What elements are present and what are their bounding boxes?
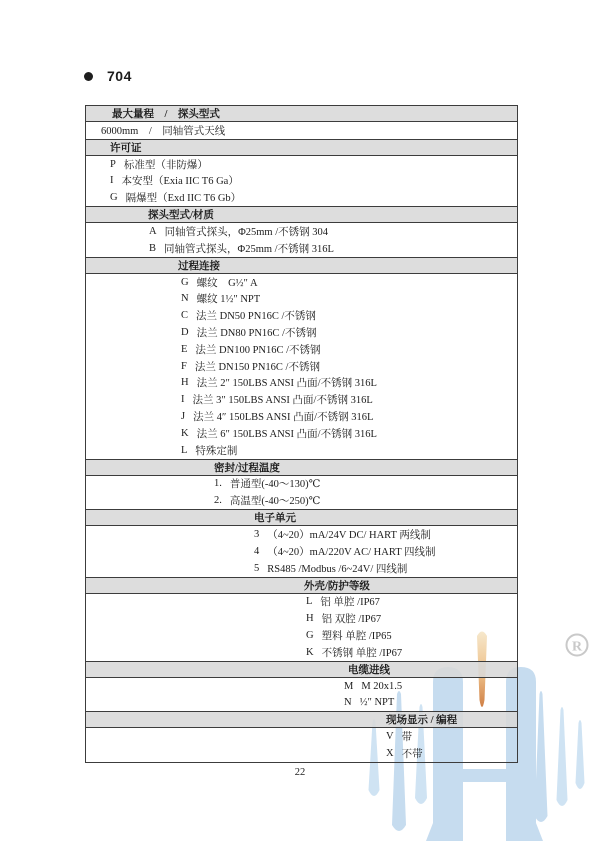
- row-text: 塑料 单腔 /IP65: [321, 631, 392, 643]
- row-code: X: [386, 748, 394, 759]
- table-row: [86, 122, 517, 139]
- table-section: [86, 257, 517, 459]
- table-row: [86, 391, 517, 408]
- row-code: I: [110, 175, 114, 187]
- section-header: 现场显示 / 编程: [86, 711, 517, 728]
- model-number: 704: [107, 68, 132, 84]
- table-row: [86, 425, 517, 442]
- row-text: 同轴管式探头，Φ25mm /不锈钢 316L: [164, 243, 334, 255]
- table-section: [86, 509, 517, 576]
- row-code: N: [181, 293, 189, 305]
- row-code: G: [306, 630, 314, 642]
- table-row: [86, 526, 517, 543]
- table-row: [86, 324, 517, 341]
- logo-bars-right: [535, 691, 585, 822]
- row-code: F: [181, 360, 187, 372]
- section-header: 过程连接: [86, 257, 517, 274]
- svg-text:R: R: [571, 639, 583, 655]
- table-row: [86, 307, 517, 324]
- row-code: K: [306, 646, 314, 658]
- table-row: [86, 189, 517, 206]
- table-row: [86, 560, 517, 577]
- row-code: J: [181, 411, 186, 423]
- row-text: 铝 单腔 /IP67: [320, 597, 380, 609]
- table-section: [86, 459, 517, 510]
- section-header: 外壳/防护等级: [86, 577, 517, 594]
- row-text: 法兰 4″ 150LBS ANSI 凸面/不锈钢 316L: [193, 412, 374, 424]
- row-text: 法兰 DN150 PN16C /不锈钢: [194, 361, 320, 373]
- table-row: [86, 492, 517, 509]
- row-text: 螺纹 G½″ A: [196, 277, 258, 289]
- table-row: [86, 156, 517, 173]
- row-code: B: [149, 242, 157, 254]
- row-text: 不带: [401, 749, 423, 760]
- model-heading: [84, 66, 132, 86]
- row-text: 法兰 6″ 150LBS ANSI 凸面/不锈钢 316L: [196, 428, 377, 440]
- row-text: M 20x1.5: [361, 680, 403, 692]
- registered-trademark-icon: [567, 635, 588, 656]
- table-row: [86, 745, 517, 762]
- table-row: [86, 476, 517, 493]
- table-row: [86, 240, 517, 257]
- row-text: ½″ NPT: [359, 697, 395, 709]
- row-text: 普通型(-40～130)℃: [229, 479, 321, 491]
- row-code: E: [181, 343, 188, 355]
- row-text: 铝 双腔 /IP67: [321, 614, 382, 626]
- row-code: N: [344, 697, 352, 709]
- row-code: L: [306, 596, 313, 608]
- row-code: 5: [254, 562, 260, 574]
- table-row: [86, 375, 517, 392]
- row-code: 2.: [214, 495, 222, 507]
- row-text: （4~20）mA/220V AC/ HART 四线制: [267, 546, 436, 558]
- row-text: 不锈钢 单腔 /IP67: [321, 647, 403, 659]
- table-row: [86, 594, 517, 611]
- table-row: [86, 408, 517, 425]
- table-row: [86, 728, 517, 745]
- table-section: [86, 139, 517, 206]
- table-row: [86, 610, 517, 627]
- row-code: V: [386, 731, 394, 743]
- table-row: [86, 341, 517, 358]
- row-text: （4~20）mA/24V DC/ HART 两线制: [267, 530, 431, 542]
- row-code: M: [344, 680, 354, 692]
- table-row: [86, 291, 517, 308]
- bullet-icon: [84, 72, 93, 81]
- row-code: G: [181, 276, 189, 288]
- row-text: 高温型(-40～250)℃: [229, 496, 321, 508]
- row-code: C: [181, 310, 189, 322]
- table-section: [86, 577, 517, 661]
- table-row: [86, 627, 517, 644]
- table-section: [86, 106, 517, 139]
- row-code: 1.: [214, 478, 222, 490]
- spec-table: [85, 105, 518, 763]
- row-text: 法兰 3″ 150LBS ANSI 凸面/不锈钢 316L: [192, 395, 373, 407]
- row-text: 带: [401, 732, 413, 744]
- section-header: 探头型式/材质: [86, 206, 517, 223]
- row-code: 4: [254, 545, 260, 557]
- row-code: D: [181, 327, 189, 339]
- table-row: [86, 358, 517, 375]
- row-code: K: [181, 427, 189, 439]
- section-header: 电子单元: [86, 509, 517, 526]
- section-header: 密封/过程温度: [86, 459, 517, 476]
- row-code: A: [149, 226, 157, 238]
- section-header: 电缆进线: [86, 661, 517, 678]
- row-code: H: [181, 377, 189, 389]
- table-row: [86, 543, 517, 560]
- table-row: [86, 644, 517, 661]
- table-section: [86, 711, 517, 762]
- row-text: 法兰 DN50 PN16C /不锈钢: [196, 311, 316, 323]
- row-code: 3: [254, 529, 260, 541]
- row-text: 特殊定制: [195, 445, 238, 457]
- table-row: [86, 695, 517, 712]
- row-text: 标准型（非防爆）: [123, 159, 208, 171]
- row-text: 6000mm / 同轴管式天线: [101, 125, 226, 137]
- table-section: [86, 206, 517, 257]
- row-code: I: [181, 394, 185, 406]
- table-row: [86, 678, 517, 695]
- section-header: 许可证: [86, 139, 517, 156]
- row-code: G: [110, 192, 118, 204]
- section-header: 最大量程 / 探头型式: [86, 106, 517, 122]
- row-text: 同轴管式探头，Φ25mm /不锈钢 304: [164, 227, 329, 239]
- row-text: 法兰 2″ 150LBS ANSI 凸面/不锈钢 316L: [196, 378, 377, 390]
- row-text: RS485 /Modbus /6~24V/ 四线制: [267, 563, 408, 575]
- row-code: H: [306, 613, 314, 625]
- row-code: P: [110, 158, 116, 170]
- row-code: L: [181, 444, 188, 456]
- table-row: [86, 442, 517, 459]
- row-text: 法兰 DN80 PN16C /不锈钢: [196, 328, 317, 340]
- row-text: 本安型（Exia IIC T6 Ga）: [121, 176, 239, 188]
- row-text: 螺纹 1½″ NPT: [196, 294, 261, 306]
- page-number: 22: [294, 767, 306, 778]
- table-section: [86, 661, 517, 712]
- row-text: 隔爆型（Exd IIC T6 Gb）: [125, 193, 242, 205]
- row-text: 法兰 DN100 PN16C /不锈钢: [195, 344, 321, 356]
- table-row: [86, 173, 517, 190]
- table-row: [86, 274, 517, 291]
- table-row: [86, 223, 517, 240]
